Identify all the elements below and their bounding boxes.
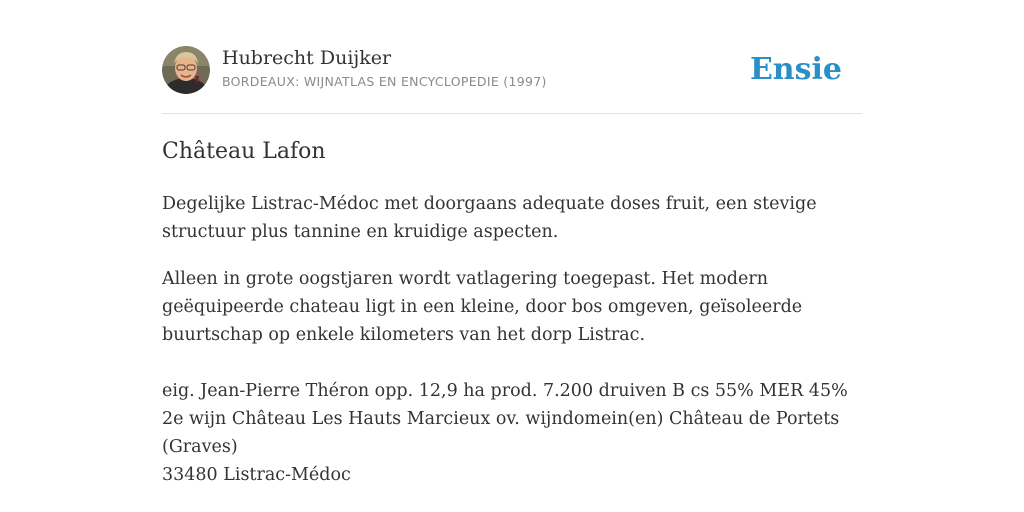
author-name[interactable]: Hubrecht Duijker bbox=[222, 47, 392, 69]
address: 33480 Listrac-Médoc bbox=[162, 465, 351, 485]
paragraph: Alleen in grote oogstjaren wordt vatlagering toegepast. Het modern geëquipeerde chateau ligt in een kleine, door bos omgeven, geïsoleerde buurtschap op enkele kilometers van het dorp Listrac. bbox=[162, 269, 803, 345]
page-title: Château Lafon bbox=[162, 139, 326, 164]
paragraph: Degelijke Listrac-Médoc met doorgaans adequate doses fruit, een stevige structuur plus tannine en kruidige aspecten. bbox=[162, 194, 817, 242]
header-divider bbox=[162, 113, 862, 114]
author-header bbox=[162, 46, 862, 96]
article-body bbox=[162, 190, 862, 489]
source-title[interactable]: BORDEAUX: WIJNATLAS EN ENCYCLOPEDIE (1997) bbox=[222, 74, 547, 89]
author-portrait-icon[interactable] bbox=[162, 46, 210, 94]
wine-details: eig. Jean-Pierre Théron opp. 12,9 ha prod. 7.200 druiven B cs 55% MER 45% 2e wijn Château Les Hauts Marcieux ov. wijndomein(en) Château de Portets (Graves) bbox=[162, 381, 848, 457]
article-card bbox=[162, 0, 862, 512]
brand-logo[interactable]: Ensie bbox=[749, 52, 842, 87]
